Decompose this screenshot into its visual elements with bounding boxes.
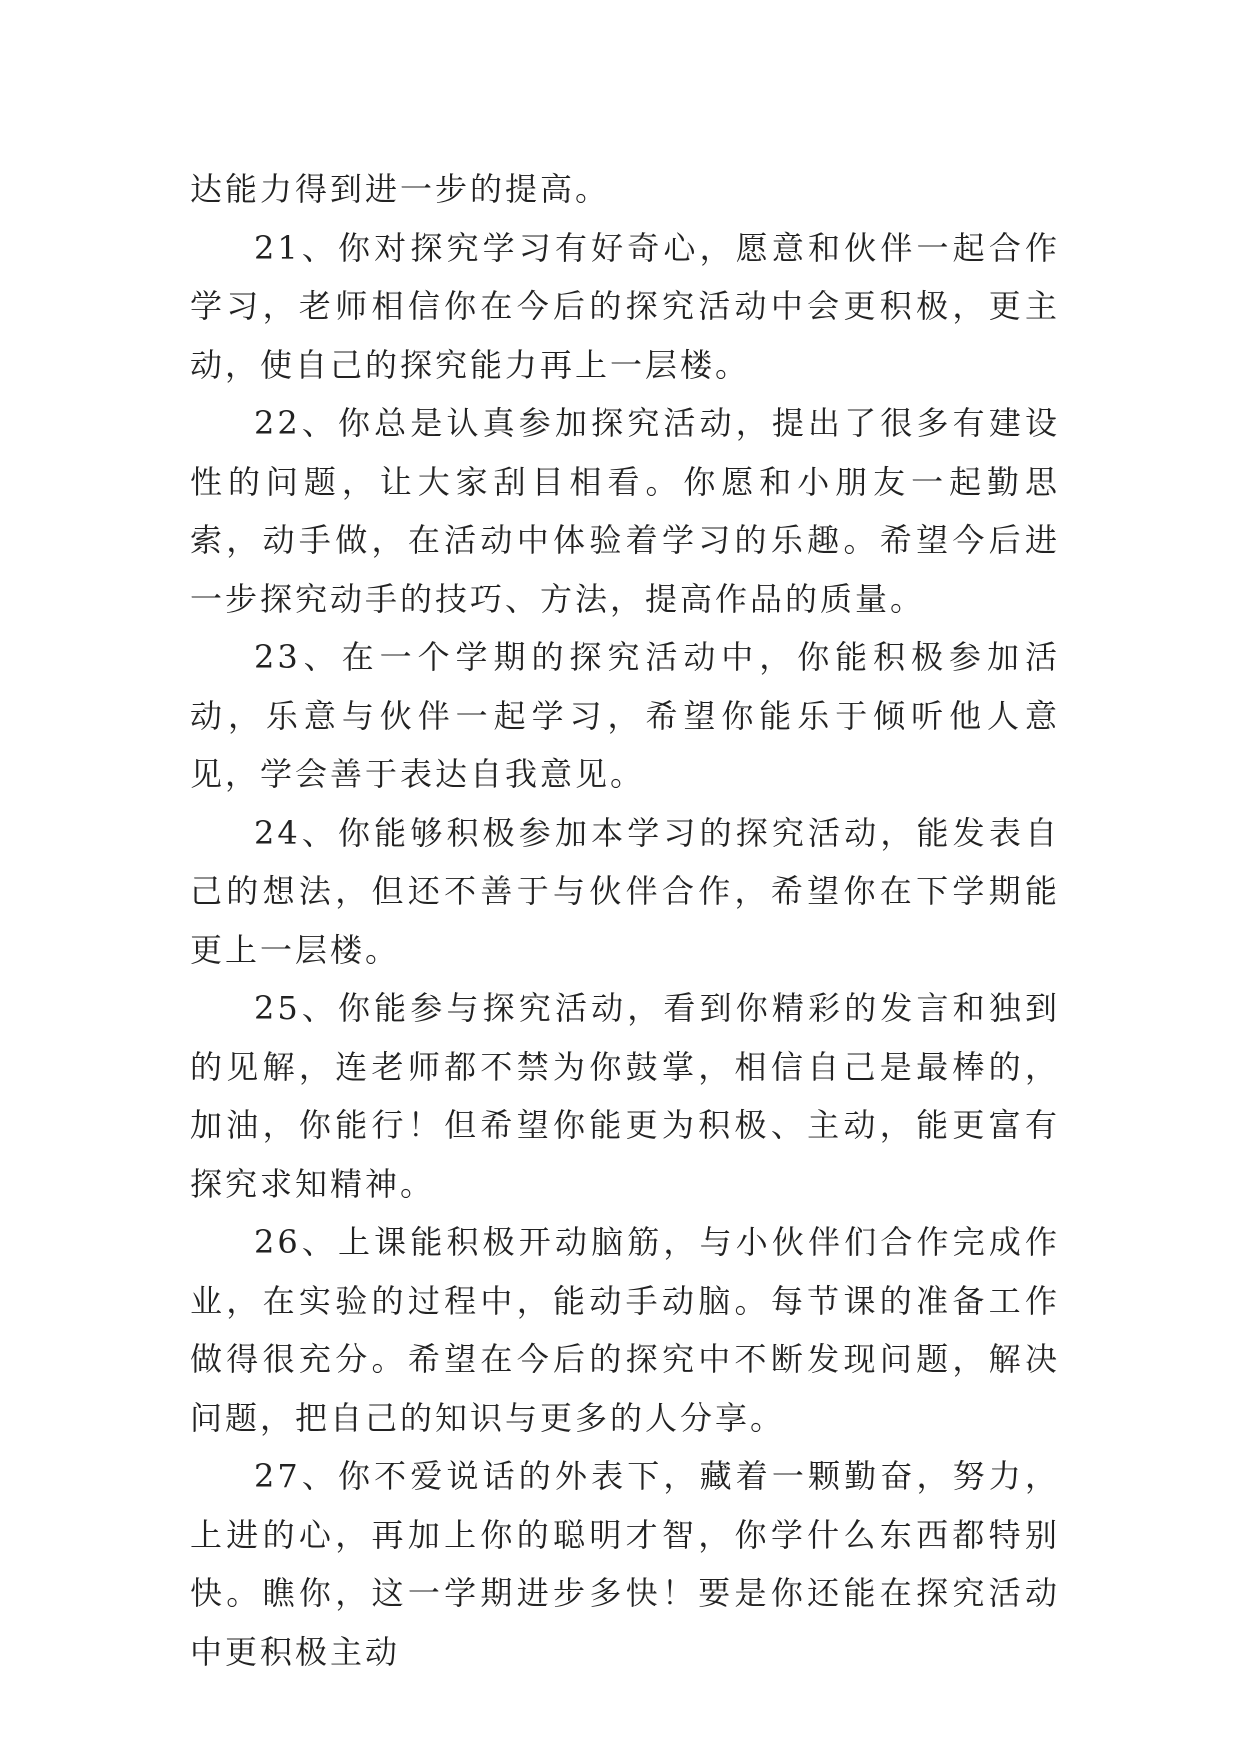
paragraph-item-22: 22、你总是认真参加探究活动，提出了很多有建设性的问题，让大家刮目相看。你愿和小朋友一起勤思索，动手做，在活动中体验着学习的乐趣。希望今后进一步探究动手的技巧、方法，提高作品的质量。	[190, 404, 1060, 618]
paragraph-item-26: 26、上课能积极开动脑筋，与小伙伴们合作完成作业，在实验的过程中，能动手动脑。每节课的准备工作做得很充分。希望在今后的探究中不断发现问题，解决问题，把自己的知识与更多的人分享。	[190, 1223, 1060, 1437]
paragraph-continuation: 达能力得到进一步的提高。	[190, 170, 611, 208]
document-body	[190, 160, 1060, 1681]
paragraph-item-24: 24、你能够积极参加本学习的探究活动，能发表自己的想法，但还不善于与伙伴合作，希望你在下学期能更上一层楼。	[190, 813, 1060, 969]
paragraph-item-23: 23、在一个学期的探究活动中，你能积极参加活动，乐意与伙伴一起学习，希望你能乐于倾听他人意见，学会善于表达自我意见。	[190, 638, 1060, 793]
paragraph-item-21: 21、你对探究学习有好奇心，愿意和伙伴一起合作学习，老师相信你在今后的探究活动中会更积极，更主动，使自己的探究能力再上一层楼。	[190, 228, 1060, 384]
paragraph-item-25: 25、你能参与探究活动，看到你精彩的发言和独到的见解，连老师都不禁为你鼓掌，相信自己是最棒的，加油，你能行！但希望你能更为积极、主动，能更富有探究求知精神。	[190, 989, 1060, 1203]
paragraph-item-27: 27、你不爱说话的外表下，藏着一颗勤奋，努力，上进的心，再加上你的聪明才智，你学什么东西都特别快。瞧你，这一学期进步多快！要是你还能在探究活动中更积极主动	[190, 1457, 1060, 1671]
